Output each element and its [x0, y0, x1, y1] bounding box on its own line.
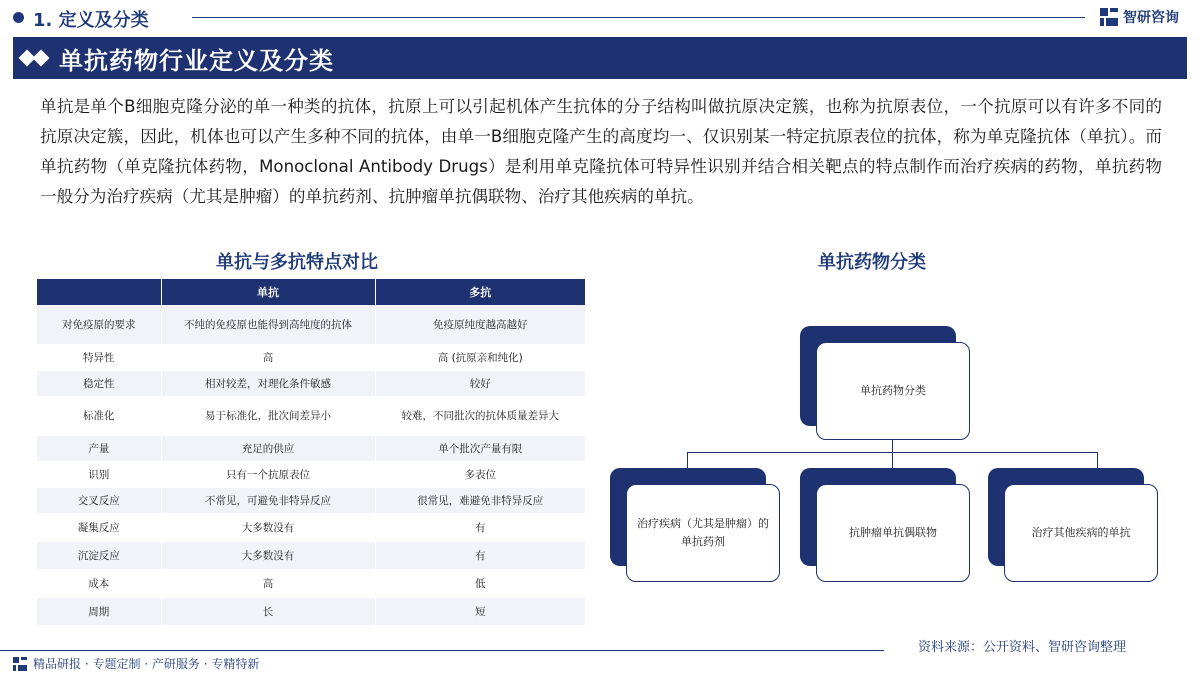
- table-cell: 易于标准化，批次间差异小: [161, 396, 375, 435]
- table-cell: 很常见，难避免非特异反应: [375, 487, 585, 513]
- table-cell: 产量: [37, 435, 161, 461]
- table-row: [37, 513, 585, 541]
- table-cell: 成本: [37, 569, 161, 597]
- table-cell: 高: [161, 569, 375, 597]
- table-header-row: [37, 279, 585, 305]
- table-row: [37, 461, 585, 487]
- table-cell: 对免疫原的要求: [37, 305, 161, 344]
- bullet-dot-icon: [13, 12, 24, 23]
- table-cell: 大多数没有: [161, 541, 375, 569]
- title-banner: [13, 37, 1187, 79]
- table-cell: 有: [375, 541, 585, 569]
- connector-line: [687, 452, 688, 468]
- table-cell: 高: [161, 344, 375, 370]
- table-row: [37, 487, 585, 513]
- table-cell: 不常见，可避免非特异反应: [161, 487, 375, 513]
- table-cell: 较难，不同批次的抗体质量差异大: [375, 396, 585, 435]
- table-cell: 周期: [37, 597, 161, 625]
- table-cell: 短: [375, 597, 585, 625]
- table-row: [37, 541, 585, 569]
- table-cell: 低: [375, 569, 585, 597]
- table-cell: 凝集反应: [37, 513, 161, 541]
- table-cell: 长: [161, 597, 375, 625]
- table-title: 单抗与多抗特点对比: [216, 252, 378, 273]
- table-row: [37, 435, 585, 461]
- table-header-cell: 多抗: [375, 279, 585, 305]
- table-cell: 特异性: [37, 344, 161, 370]
- classification-diagram: [600, 310, 1180, 600]
- connector-line: [1097, 452, 1098, 468]
- table-cell: 免疫原纯度越高越好: [375, 305, 585, 344]
- table-cell: 稳定性: [37, 370, 161, 396]
- table-cell: 大多数没有: [161, 513, 375, 541]
- table-cell: 单个批次产量有限: [375, 435, 585, 461]
- table-cell: 交叉反应: [37, 487, 161, 513]
- top-bar: [0, 0, 1200, 34]
- comparison-table: [37, 279, 585, 626]
- table-row: [37, 305, 585, 344]
- intro-paragraph: 单抗是单个B细胞克隆分泌的单一种类的抗体，抗原上可以引起机体产生抗体的分子结构叫做抗原决定簇，也称为抗原表位，一个抗原可以有许多不同的抗原决定簇，因此，机体也可以产生多种不同的抗体，由单一B细胞克隆产生的高度均一、仅识别某一特定抗原表位的抗体，称为单克隆抗体（单抗）。而单抗药物（单克隆抗体药物，Monoclonal Antibody Drugs）是利用单克隆抗体可特异性识别并结合相关靶点的特点制作而治疗疾病的药物，单抗药物一般分为治疗疾病（尤其是肿瘤）的单抗药剂、抗肿瘤单抗偶联物、治疗其他疾病的单抗。: [40, 97, 1162, 206]
- table-cell: 高 (抗原亲和纯化): [375, 344, 585, 370]
- table-cell: 有: [375, 513, 585, 541]
- page-title: 单抗药物行业定义及分类: [59, 46, 334, 75]
- footer-slogan: 精品研报 · 专题定制 · 产研服务 · 专精特新: [33, 657, 260, 671]
- brand: [1100, 6, 1179, 28]
- table-cell: 充足的供应: [161, 435, 375, 461]
- table-cell: 只有一个抗原表位: [161, 461, 375, 487]
- table-header-cell: 单抗: [161, 279, 375, 305]
- table-cell: 较好: [375, 370, 585, 396]
- source-note: 资料来源：公开资料、智研咨询整理: [918, 640, 1127, 655]
- brand-name: 智研咨询: [1123, 10, 1179, 26]
- table-row: [37, 396, 585, 435]
- child-node: 治疗疾病（尤其是肿瘤）的单抗药剂: [626, 484, 780, 582]
- table-row: [37, 569, 585, 597]
- connector-line: [892, 452, 893, 468]
- root-node: 单抗药物分类: [816, 342, 970, 440]
- footer: [13, 655, 259, 672]
- table-row: [37, 597, 585, 625]
- table-row: [37, 370, 585, 396]
- zhiyan-logo-icon: [1100, 8, 1118, 26]
- table-row: [37, 344, 585, 370]
- table-cell: 沉淀反应: [37, 541, 161, 569]
- child-node: 治疗其他疾病的单抗: [1004, 484, 1158, 582]
- table-cell: 相对较差，对理化条件敏感: [161, 370, 375, 396]
- table-cell: 不纯的免疫原也能得到高纯度的抗体: [161, 305, 375, 344]
- child-node: 抗肿瘤单抗偶联物: [816, 484, 970, 582]
- diamond-icon: [13, 37, 59, 79]
- table-cell: 多表位: [375, 461, 585, 487]
- table-header-cell: [37, 279, 161, 305]
- table-cell: 标准化: [37, 396, 161, 435]
- footer-divider: [0, 650, 884, 651]
- section-title: 1. 定义及分类: [33, 10, 149, 31]
- header-divider: [192, 17, 1085, 18]
- zhiyan-logo-icon: [13, 657, 27, 671]
- table-cell: 识别: [37, 461, 161, 487]
- connector-line: [892, 440, 893, 452]
- diagram-title: 单抗药物分类: [818, 252, 926, 273]
